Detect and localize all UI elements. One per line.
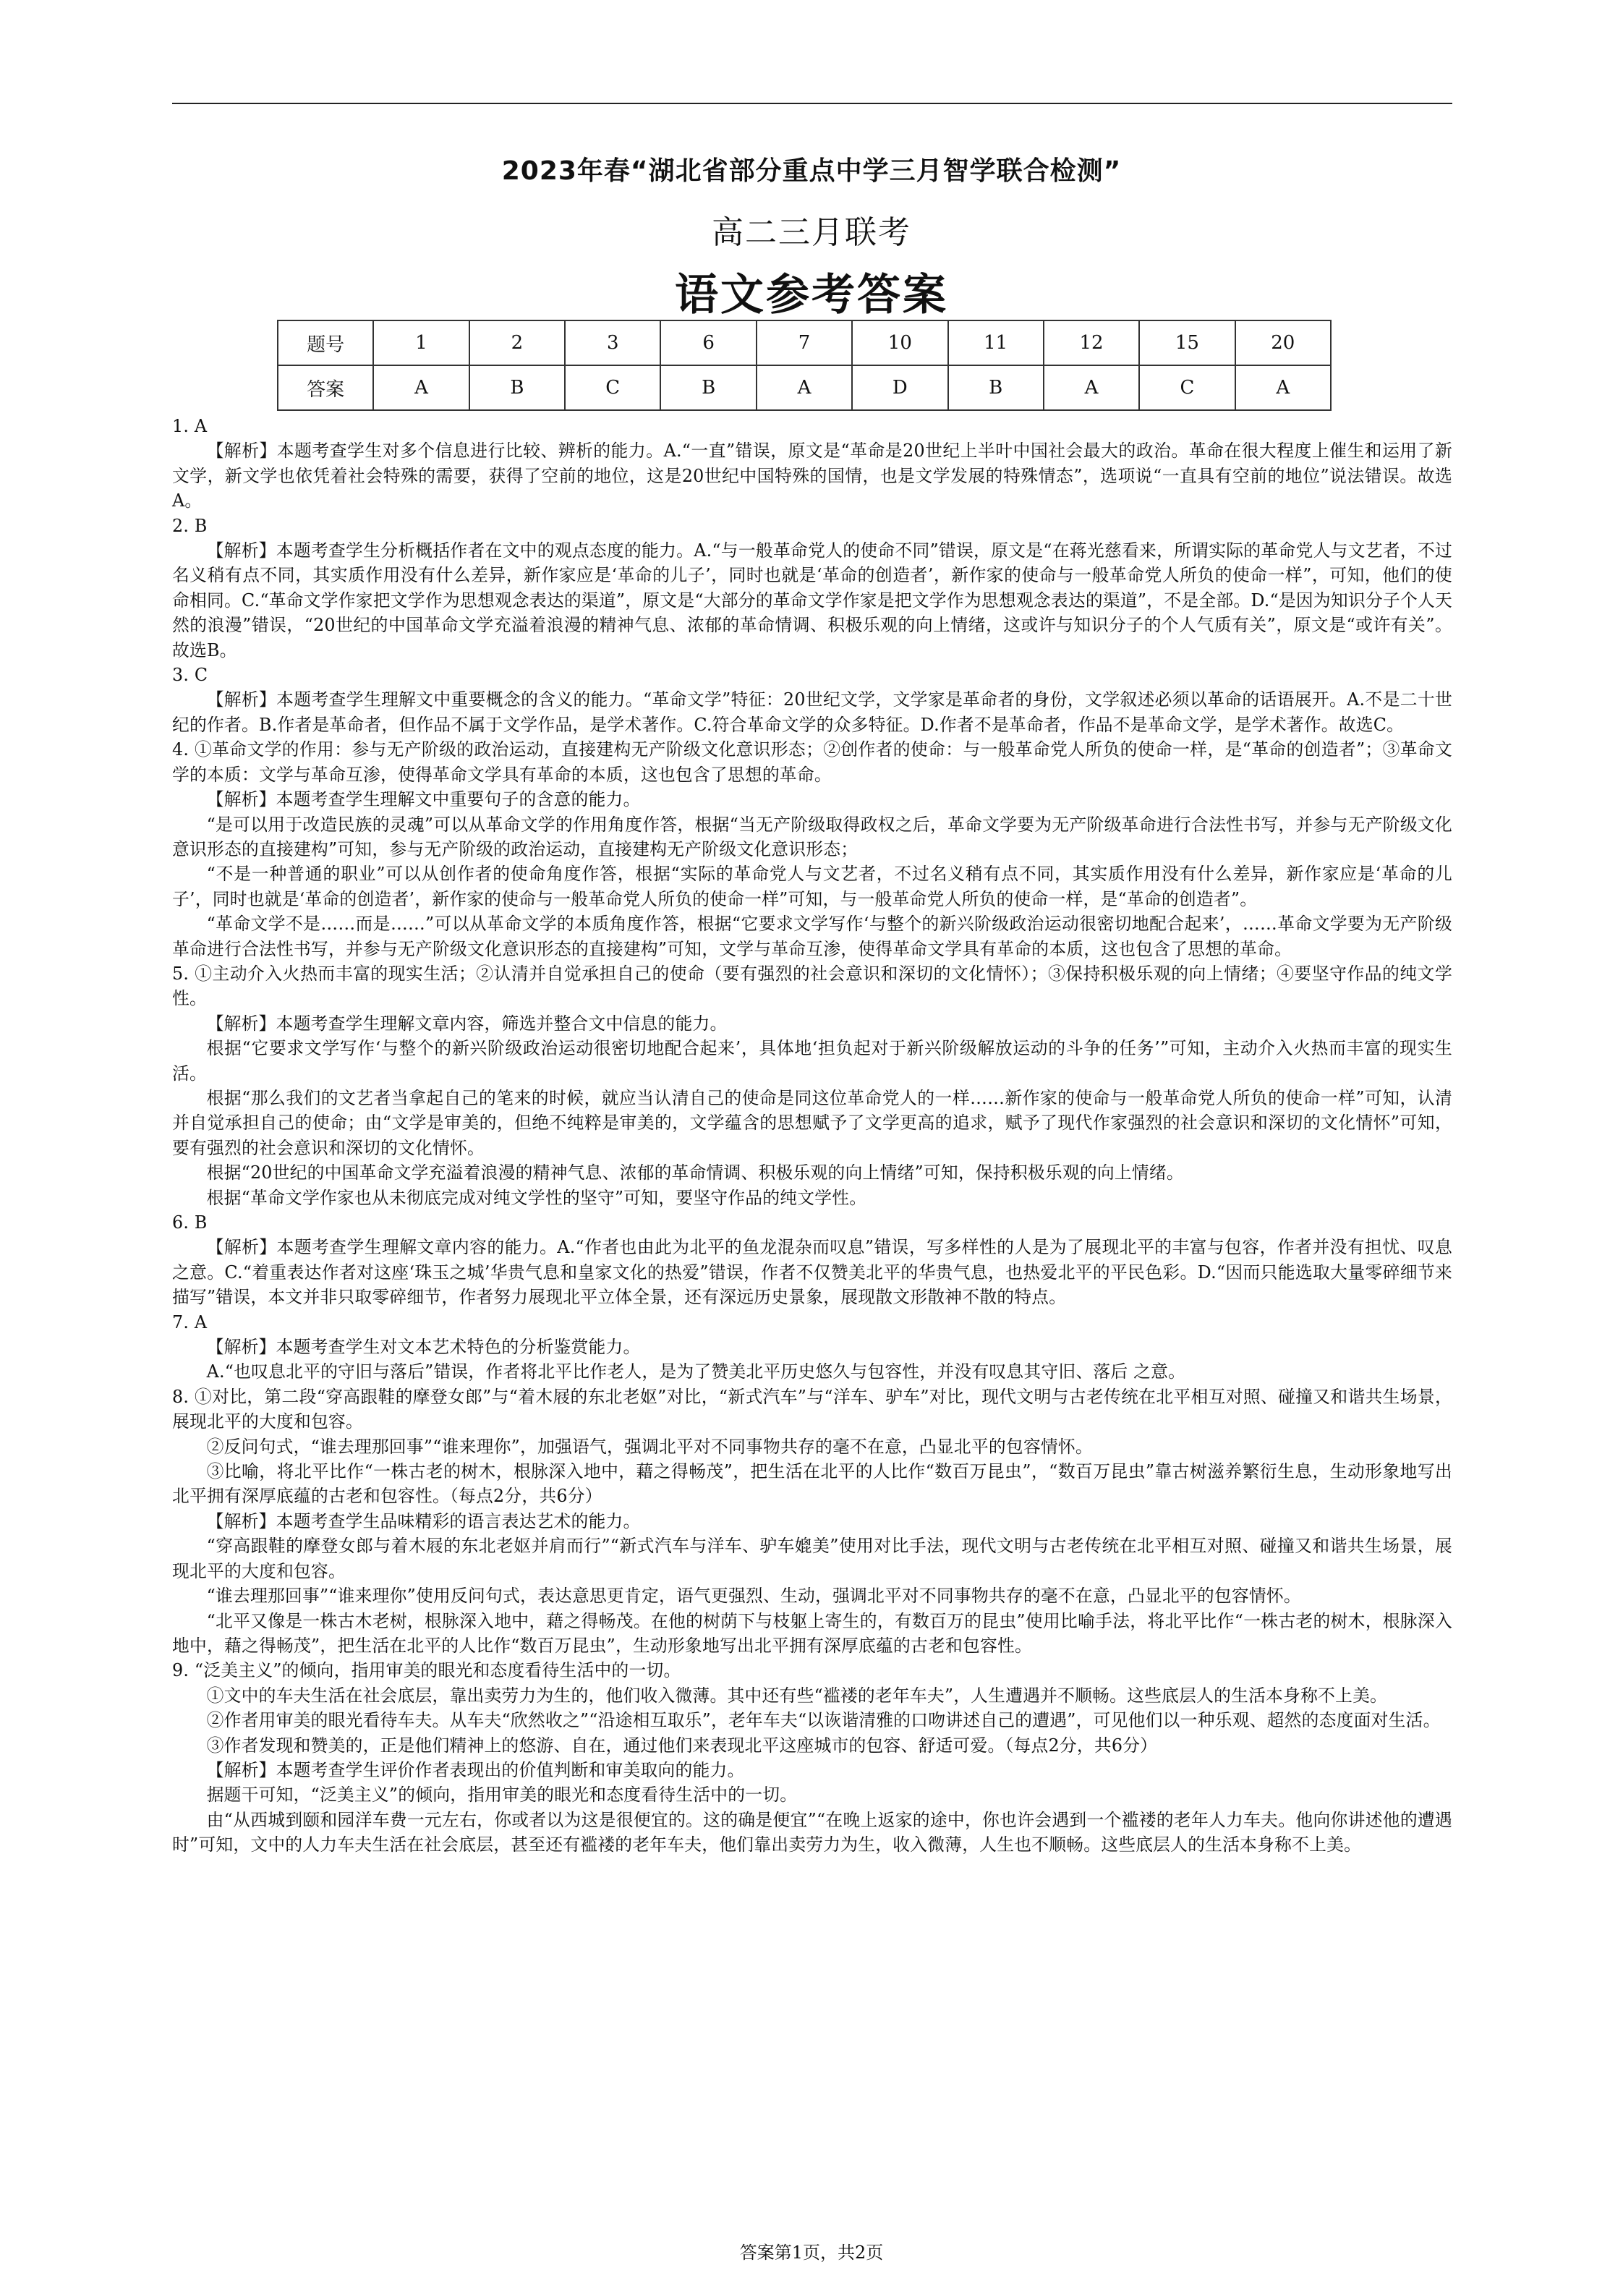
question-number: 15	[1139, 320, 1235, 365]
analysis-paragraph: ①文中的车夫生活在社会底层，靠出卖劳力为生的，他们收入微薄。其中还有些“褴褛的老年车夫”，人生遭遇并不顺畅。这些底层人的生活本身称不上美。	[206, 1685, 1388, 1706]
analysis-paragraph: ②反问句式，“谁去理那回事”“谁来理你”，加强语气，强调北平对不同事物共存的毫不在意，凸显北平的包容情怀。	[206, 1436, 1093, 1457]
answer-table-number-row	[278, 320, 1331, 365]
question-number: 20	[1235, 320, 1331, 365]
question-number: 3	[565, 320, 660, 365]
answer-cell: A	[757, 365, 852, 410]
question-number: 12	[1044, 320, 1139, 365]
analysis-paragraph: 由“从西城到颐和园洋车费一元左右，你或者以为这是很便宜的。这的确是便宜”“在晚上返家的途中，你也许会遇到一个褴褛的老年人力车夫。他向你讲述他的遭遇时”可知，文中的人力车夫生活在社会底层，甚至还有褴褛的老年车夫，他们靠出卖劳力为生，收入微薄，人生也不顺畅。这些底层人的生活本身称不上美。	[172, 1809, 1452, 1855]
analysis-paragraph: A.“也叹息北平的守旧与落后”错误，作者将北平比作老人，是为了赞美北平历史悠久与包容性，并没有叹息其守旧、落后 之意。	[206, 1361, 1186, 1382]
analysis-paragraph: “不是一种普通的职业”可以从创作者的使命角度作答，根据“实际的革命党人与文艺者，不过名义稍有点不同，其实质作用没有什么差异，新作家应是‘革命的儿子’，同时也就是‘革命的创造者’，新作家的使命与一般革命党人所负的使命一样”可知，与一般革命党人所负的使命一样，是“革命的创造者”。	[172, 864, 1452, 909]
analysis-paragraph: 根据“那么我们的文艺者当拿起自己的笔来的时候，就应当认清自己的使命是同这位革命党人的一样……新作家的使命与一般革命党人所负的使命一样”可知，认清并自觉承担自己的使命；由“文学是审美的，但绝不纯粹是审美的，文学蕴含的思想赋予了文学更高的追求，赋予了现代作家强烈的社会意识和深切的文化情怀”可知，要有强烈的社会意识和深切的文化情怀。	[172, 1087, 1452, 1158]
analysis-paragraph: “革命文学不是……而是……”可以从革命文学的本质角度作答，根据“它要求文学写作‘与整个的新兴阶级政治运动很密切地配合起来’，……革命文学要为无产阶级革命进行合法性书写，并参与无产阶级文化意识形态的直接建构”可知，文学与革命互渗，使得革命文学具有革命的本质，这也包含了思想的革命。	[172, 914, 1452, 959]
answer-table-answer-row	[278, 365, 1331, 410]
answer-heading: 2. B	[172, 515, 208, 536]
analysis-paragraph: “北平又像是一株古木老树，根脉深入地中，藉之得畅茂。在他的树荫下与枝躯上寄生的，有数百万的昆虫”使用比喻手法，将北平比作“一株古老的树木，根脉深入地中，藉之得畅茂”，把生活在北平的人比作“数百万昆虫”，生动形象地写出北平拥有深厚底蕴的古老和包容性。	[172, 1610, 1452, 1656]
answer-cell: D	[852, 365, 947, 410]
analysis-paragraph: “是可以用于改造民族的灵魂”可以从革命文学的作用角度作答，根据“当无产阶级取得政权之后，革命文学要为无产阶级革命进行合法性书写，并参与无产阶级文化意识形态的直接建构”可知，参与无产阶级的政治运动，直接建构无产阶级文化意识形态；	[172, 814, 1452, 859]
exam-title: 2023年春“湖北省部分重点中学三月智学联合检测”	[501, 156, 1122, 186]
answer-explanations	[172, 414, 1452, 1858]
question-number: 2	[469, 320, 565, 365]
analysis-paragraph: 【解析】本题考查学生理解文中重要概念的含义的能力。“革命文学”特征：20世纪文学，文学家是革命者的身份，文学叙述必须以革命的话语展开。A.不是二十世纪的作者。B.作者是革命者，但作品不属于文学作品，是学术著作。C.符合革命文学的众多特征。D.作者不是革命者，作品不是革命文学，是学术著作。故选C。	[172, 689, 1452, 735]
exam-subtitle: 高二三月联考	[712, 214, 911, 251]
page-footer: 答案第1页，共2页	[739, 2242, 884, 2263]
answer-cell: C	[565, 365, 660, 410]
analysis-paragraph: 【解析】本题考查学生理解文章内容的能力。A.“作者也由此为北平的鱼龙混杂而叹息”错误，写多样性的人是为了展现北平的丰富与包容，作者并没有担忧、叹息之意。C.“着重表达作者对这座‘珠玉之城’华贵气息和皇家文化的热爱”错误，作者不仅赞美北平的华贵气息，也热爱北平的平民色彩。D.“因而只能选取大量零碎细节来描写”错误，本文并非只取零碎细节，作者努力展现北平立体全景，还有深远历史景象，展现散文形散神不散的特点。	[172, 1237, 1452, 1308]
answer-cell: B	[469, 365, 565, 410]
answer-table	[277, 320, 1332, 411]
answer-heading: 5. ①主动介入火热而丰富的现实生活；②认清并自觉承担自己的使命（要有强烈的社会意识和深切的文化情怀）；③保持积极乐观的向上情绪；④要坚守作品的纯文学性。	[172, 963, 1452, 1009]
answer-cell: A	[1235, 365, 1331, 410]
answer-cell: A	[1044, 365, 1139, 410]
answer-heading: 9. “泛美主义”的倾向，指用审美的眼光和态度看待生活中的一切。	[172, 1660, 681, 1681]
analysis-paragraph: “谁去理那回事”“谁来理你”使用反问句式，表达意思更肯定，语气更强烈、生动，强调北平对不同事物共存的毫不在意，凸显北平的包容情怀。	[206, 1586, 1301, 1607]
analysis-paragraph: ②作者用审美的眼光看待车夫。从车夫“欣然收之”“沿途相互取乐”，老年车夫“以诙谐清雅的口吻讲述自己的遭遇”，可见他们以一种乐观、超然的态度面对生活。	[206, 1710, 1441, 1731]
analysis-paragraph: 根据“革命文学作家也从未彻底完成对纯文学性的坚守”可知，要坚守作品的纯文学性。	[206, 1187, 867, 1208]
answer-cell: A	[373, 365, 469, 410]
answer-heading: 1. A	[172, 416, 208, 436]
analysis-paragraph: ③比喻，将北平比作“一株古老的树木，根脉深入地中，藉之得畅茂”，把生活在北平的人比作“数百万昆虫”，“数百万昆虫”靠古树滋养繁衍生息，生动形象地写出北平拥有深厚底蕴的古老和包容性。（每点2分，共6分）	[172, 1461, 1452, 1507]
document-title: 语文参考答案	[675, 270, 948, 320]
analysis-paragraph: 据题干可知，“泛美主义”的倾向，指用审美的眼光和态度看待生活中的一切。	[206, 1785, 798, 1806]
row-label-answer: 答案	[278, 365, 373, 410]
analysis-paragraph: 【解析】本题考查学生评价作者表现出的价值判断和审美取向的能力。	[206, 1759, 745, 1780]
question-number: 7	[757, 320, 852, 365]
analysis-paragraph: “穿高跟鞋的摩登女郎与着木屐的东北老妪并肩而行”“新式汽车与洋车、驴车媲美”使用对比手法，现代文明与古老传统在北平相互对照、碰撞又和谐共生场景，展现北平的大度和包容。	[172, 1536, 1452, 1581]
top-rule	[172, 103, 1452, 104]
answer-heading: 8. ①对比，第二段“穿高跟鞋的摩登女郎”与“着木屐的东北老妪”对比，“新式汽车”与“洋车、驴车”对比，现代文明与古老传统在北平相互对照、碰撞又和谐共生场景，展现北平的大度和包容。	[172, 1386, 1452, 1432]
answer-heading: 4. ①革命文学的作用：参与无产阶级的政治运动，直接建构无产阶级文化意识形态；②创作者的使命：与一般革命党人所负的使命一样，是“革命的创造者”；③革命文学的本质：文学与革命互渗，使得革命文学具有革命的本质，这也包含了思想的革命。	[172, 739, 1452, 785]
analysis-paragraph: ③作者发现和赞美的，正是他们精神上的悠游、自在，通过他们来表现北平这座城市的包容、舒适可爱。（每点2分，共6分）	[206, 1735, 1158, 1756]
analysis-paragraph: 【解析】本题考查学生对文本艺术特色的分析鉴赏能力。	[206, 1337, 641, 1358]
answer-cell: B	[948, 365, 1044, 410]
analysis-paragraph: 根据“它要求文学写作‘与整个的新兴阶级政治运动很密切地配合起来’，具体地‘担负起对于新兴阶级解放运动的斗争的任务’”可知，主动介入火热而丰富的现实生活。	[172, 1038, 1452, 1084]
question-number: 10	[852, 320, 947, 365]
analysis-paragraph: 【解析】本题考查学生理解文章内容，筛选并整合文中信息的能力。	[206, 1013, 728, 1034]
answer-heading: 7. A	[172, 1311, 208, 1332]
answer-cell: B	[660, 365, 756, 410]
analysis-paragraph: 【解析】本题考查学生对多个信息进行比较、辨析的能力。A.“一直”错误，原文是“革命是20世纪上半叶中国社会最大的政治。革命在很大程度上催生和运用了新文学，新文学也依凭着社会特殊的需要，获得了空前的地位，这是20世纪中国特殊的国情，也是文学发展的特殊情态”，选项说“一直具有空前的地位”说法错误。故选A。	[172, 441, 1452, 511]
answer-heading: 6. B	[172, 1212, 208, 1233]
answer-heading: 3. C	[172, 665, 208, 686]
analysis-paragraph: 根据“20世纪的中国革命文学充溢着浪漫的精神气息、浓郁的革命情调、积极乐观的向上情绪”可知，保持积极乐观的向上情绪。	[206, 1162, 1184, 1183]
question-number: 1	[373, 320, 469, 365]
analysis-paragraph: 【解析】本题考查学生理解文中重要句子的含意的能力。	[206, 789, 641, 810]
answer-cell: C	[1139, 365, 1235, 410]
analysis-paragraph: 【解析】本题考查学生品味精彩的语言表达艺术的能力。	[206, 1510, 641, 1531]
question-number: 11	[948, 320, 1044, 365]
question-number: 6	[660, 320, 756, 365]
row-label-number: 题号	[278, 320, 373, 365]
analysis-paragraph: 【解析】本题考查学生分析概括作者在文中的观点态度的能力。A.“与一般革命党人的使命不同”错误，原文是“在蒋光慈看来，所谓实际的革命党人与文艺者，不过名义稍有点不同，其实质作用没有什么差异，新作家应是‘革命的儿子’，同时也就是‘革命的创造者’，新作家的使命与一般革命党人所负的使命一样”，可知，他们的使命相同。C.“革命文学作家把文学作为思想观念表达的渠道”，原文是“大部分的革命文学作家是把文学作为思想观念表达的渠道”，不是全部。D.“是因为知识分子个人天然的浪漫”错误，“20世纪的中国革命文学充溢着浪漫的精神气息、浓郁的革命情调、积极乐观的向上情绪，这或许与知识分子的个人气质有关”，原文是“或许有关”。故选B。	[172, 540, 1452, 660]
